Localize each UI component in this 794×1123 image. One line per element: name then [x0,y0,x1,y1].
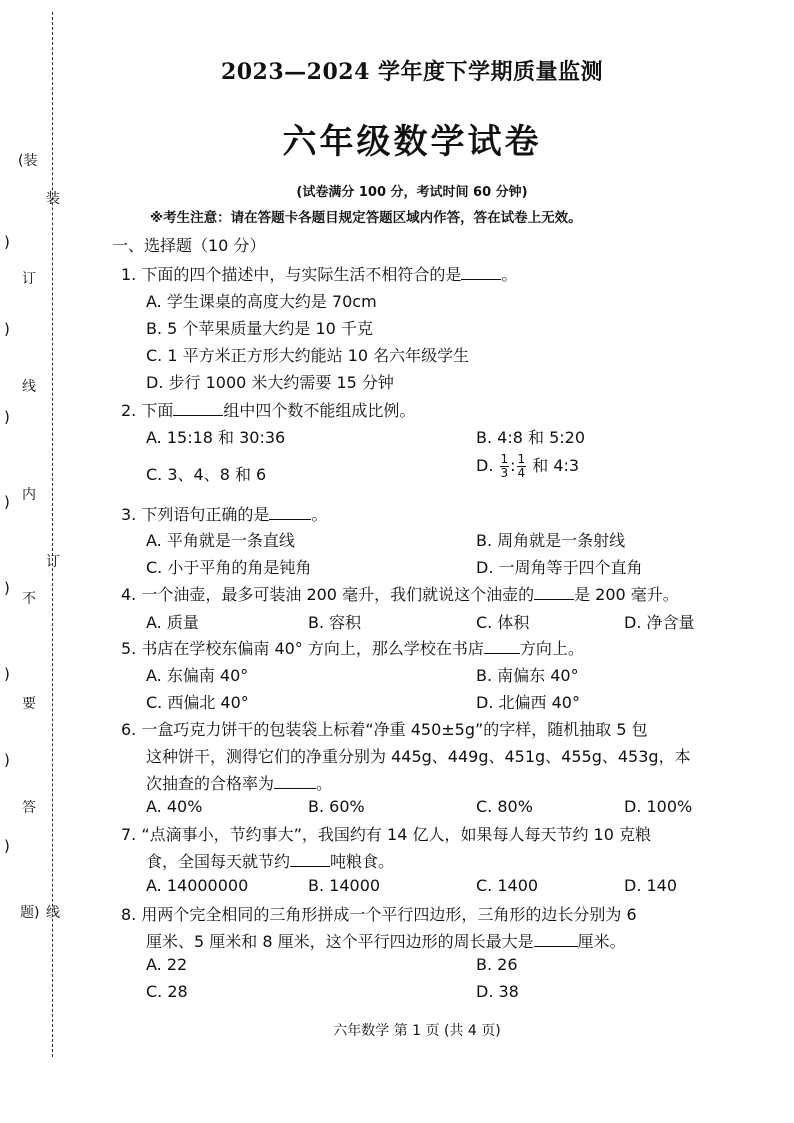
option-letter: D. [476,456,494,475]
binding-char: (装 [18,153,38,169]
question-2-stem [121,398,415,421]
question-7-stem-line-2 [146,849,394,872]
exam-info: (试卷满分 100 分，考试时间 60 分钟) [296,185,528,200]
binding-char: 不 [22,591,36,607]
binding-char: 答 [22,800,36,816]
question-3-option-b: B. 周角就是一条射线 [476,531,626,550]
stem-text: 5. 书店在学校东偏南 40° 方向上，那么学校在书店 [121,639,484,658]
stem-text: 方向上。 [519,639,584,658]
question-1-option-a: A. 学生课桌的高度大约是 70cm [146,292,377,311]
section-title: 一、选择题（10 分） [112,236,266,255]
question-8-stem-line-2 [146,929,626,952]
stem-text: 4. 一个油壶，最多可装油 200 毫升，我们就说这个油壶的 [121,585,535,604]
answer-blank [534,932,578,947]
stem-text: 1. 下面的四个描述中，与实际生活不相符合的是 [121,265,462,284]
binding-char: 题) [20,905,40,921]
question-1-stem [121,262,517,285]
question-1-option-b: B. 5 个苹果质量大约是 10 千克 [146,319,373,338]
exam-main-title: 六年级数学试卷 [282,122,542,162]
question-1-option-d: D. 步行 1000 米大约需要 15 分钟 [146,373,394,392]
answer-blank [484,639,520,654]
stem-text: 。 [311,505,328,524]
answer-blank [274,774,316,789]
binding-paren-icon: ) [4,837,10,855]
question-5-option-a: A. 东偏南 40° [146,666,249,685]
exam-header-title: 2023—2024 学年度下学期质量监测 [220,59,604,85]
binding-char: 内 [22,487,36,503]
question-3-stem [121,502,327,525]
stem-text: 是 200 毫升。 [574,585,679,604]
question-2-option-d: D. $\frac{1}{3}$ : $\frac{1}{4}$ 和 4:3 [476,452,580,480]
binding-paren-icon: ) [4,751,10,769]
binding-char: 订 [22,271,36,287]
question-6-option-b: B. 60% [308,797,365,816]
question-3-option-c: C. 小于平角的角是钝角 [146,558,312,577]
question-8-option-d: D. 38 [476,982,519,1001]
question-7-option-a: A. 14000000 [146,876,249,895]
stem-text: 厘米。 [577,932,626,951]
question-8-option-b: B. 26 [476,955,518,974]
question-7-stem-line-1: 7. “点滴事小，节约事大”，我国约有 14 亿人，如果每人每天节约 10 克粮 [121,825,651,844]
stem-text: 。 [316,774,333,793]
question-4-option-d: D. 净含量 [624,613,695,632]
question-2-option-a: A. 15:18 和 30:36 [146,428,286,447]
question-6-option-c: C. 80% [476,797,533,816]
question-4-option-b: B. 容积 [308,613,362,632]
fraction-one-fourth: $\frac{1}{4}$ [517,452,526,480]
stem-text: 组中四个数不能组成比例。 [223,401,416,420]
exam-notice: ※考生注意：请在答题卡各题目规定答题区域内作答，答在试卷上无效。 [150,210,582,226]
question-6-option-d: D. 100% [624,797,693,816]
binding-paren-icon: ) [4,493,10,511]
question-1-option-c: C. 1 平方米正方形大约能站 10 名六年级学生 [146,346,470,365]
binding-paren-icon: ) [4,233,10,251]
binding-char: 要 [22,696,36,712]
question-6-option-a: A. 40% [146,797,203,816]
question-4-option-a: A. 质量 [146,613,199,632]
question-6-stem-line-3 [146,771,332,794]
question-5-stem [121,636,584,659]
stem-text: 3. 下列语句正确的是 [121,505,270,524]
stem-text: 次抽查的合格率为 [146,774,275,793]
question-4-option-c: C. 体积 [476,613,530,632]
answer-blank [534,585,574,600]
question-8-option-a: A. 22 [146,955,188,974]
question-8-stem-line-1: 8. 用两个完全相同的三角形拼成一个平行四边形，三角形的边长分别为 6 [121,905,637,924]
stem-text: 2. 下面 [121,401,174,420]
question-5-option-d: D. 北偏西 40° [476,693,580,712]
question-6-stem-line-1: 6. 一盒巧克力饼干的包装袋上标着“净重 450±5g”的字样，随机抽取 5 包 [121,720,648,739]
question-4-stem [121,582,679,605]
question-2-option-c: C. 3、4、8 和 6 [146,465,267,484]
fraction-one-third: $\frac{1}{3}$ [500,452,509,480]
binding-char: 线 [46,905,60,921]
question-5-option-c: C. 西偏北 40° [146,693,249,712]
binding-paren-icon: ) [4,320,10,338]
binding-char: 装 [46,191,60,207]
question-8-option-c: C. 28 [146,982,188,1001]
option-text: 和 4:3 [532,456,580,475]
answer-blank [290,852,330,867]
binding-paren-icon: ) [4,579,10,597]
question-7-option-b: B. 14000 [308,876,381,895]
question-3-option-a: A. 平角就是一条直线 [146,531,295,550]
question-3-option-d: D. 一周角等于四个直角 [476,558,643,577]
question-2-option-b: B. 4:8 和 5:20 [476,428,586,447]
stem-text: 厘米、5 厘米和 8 厘米，这个平行四边形的周长最大是 [146,932,534,951]
stem-text: 食，全国每天就节约 [146,852,291,871]
binding-paren-icon: ) [4,665,10,683]
question-5-option-b: B. 南偏东 40° [476,666,579,685]
binding-char: 线 [22,379,36,395]
question-7-option-d: D. 140 [624,876,678,895]
stem-text: 吨粮食。 [330,852,395,871]
question-7-option-c: C. 1400 [476,876,539,895]
binding-char: 订 [46,554,60,570]
answer-blank [173,401,223,416]
answer-blank [461,265,501,280]
answer-blank [269,505,311,520]
stem-text: 。 [501,265,518,284]
question-6-stem-line-2: 这种饼干，测得它们的净重分别为 445g、449g、451g、455g、453g，本 [146,747,691,766]
binding-paren-icon: ) [4,408,10,426]
page-footer: 六年数学 第 1 页 (共 4 页) [333,1023,501,1039]
